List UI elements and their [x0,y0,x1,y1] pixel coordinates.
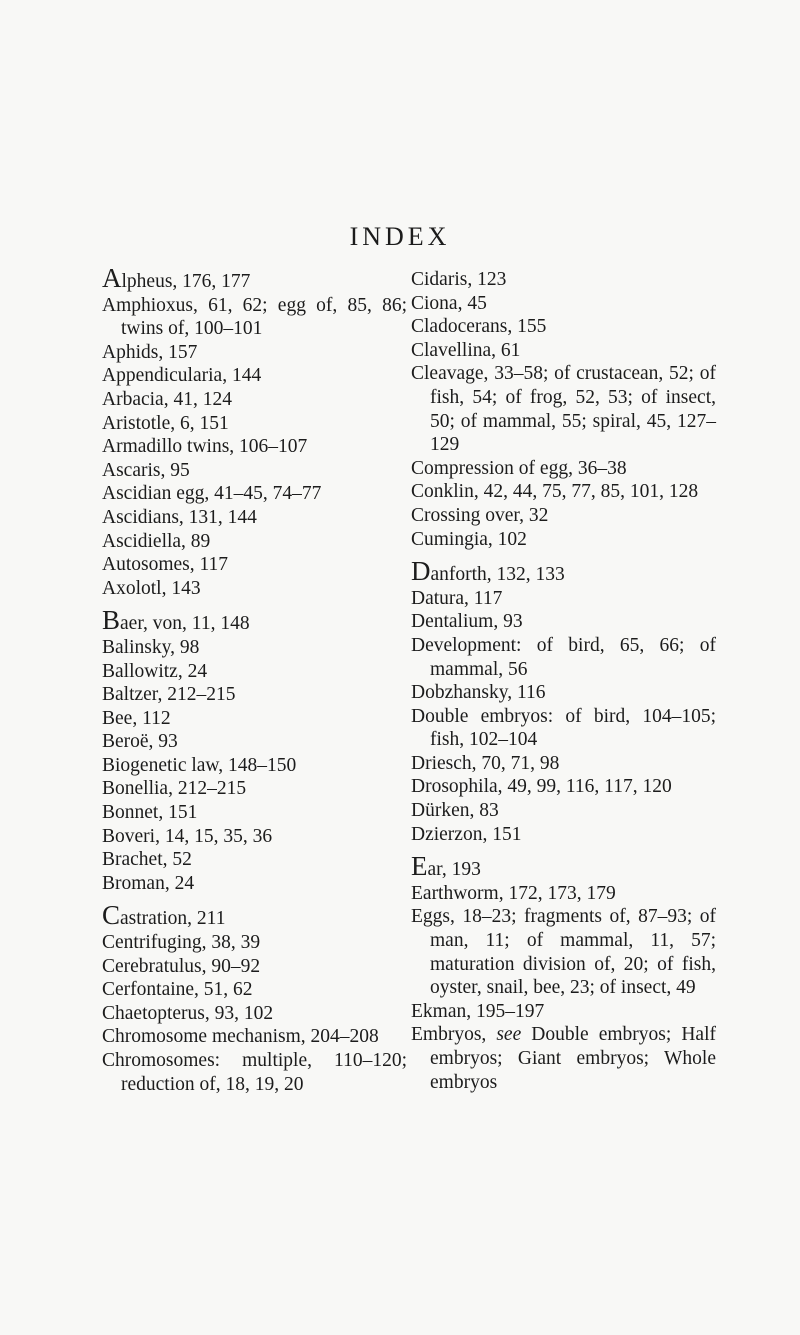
index-entry: Ascidiella, 89 [102,530,211,552]
index-entry: Cleavage, 33–58; of crustacean, 52; of fish, 54; of frog, 52, 53; of insect, 50; of mammal, 55; spiral, 45, 127–129 [411,363,716,456]
index-entry: Alpheus, 176, 177 [102,263,251,293]
index-column-right [411,268,716,1094]
section-initial-letter: D [411,556,431,587]
index-entry: Eggs, 18–23; fragments of, 87–93; of man, 11; of mammal, 11, 57; maturation division of, 20; of fish, oyster, snail, bee, 23; of insect, 49 [411,906,716,999]
index-entry: Chaetopterus, 93, 102 [102,1002,274,1024]
index-entry: Datura, 117 [411,587,503,609]
index-entry: Biogenetic law, 148–150 [102,754,297,776]
index-entry: Arbacia, 41, 124 [102,388,232,410]
index-entry: Balinsky, 98 [102,636,200,658]
index-entry: Development: of bird, 65, 66; of mammal, 56 [411,634,716,680]
index-entry: Cumingia, 102 [411,528,527,550]
index-entry: Brachet, 52 [102,849,192,871]
index-entry: Baer, von, 11, 148 [102,605,250,636]
index-entry: Autosomes, 117 [102,554,229,576]
index-entry: Double embryos: of bird, 104–105; fish, 102–104 [411,705,716,751]
index-entry: Ear, 193 [411,851,481,882]
index-entry: Axolotl, 143 [102,577,201,599]
index-entry: Castration, 211 [102,900,226,931]
index-entry: Dobzhansky, 116 [411,682,546,704]
index-entry: Crossing over, 32 [411,504,549,526]
see-reference: see [496,1024,522,1046]
index-entry: Embryos, see Double embryos; Half embryos; Giant embryos; Whole embryos [411,1024,716,1093]
index-entry: Baltzer, 212–215 [102,684,236,706]
section-initial-letter: C [102,900,121,931]
index-entry: Bee, 112 [102,707,171,729]
section-initial-letter: B [102,605,121,636]
index-entry: Dürken, 83 [411,800,499,822]
index-entry: Cerebratulus, 90–92 [102,955,261,977]
index-entry: Broman, 24 [102,872,195,894]
index-entry: Bonellia, 212–215 [102,778,247,800]
index-entry: Earthworm, 172, 173, 179 [411,882,616,904]
section-initial-letter: E [411,851,428,882]
index-entry: Ballowitz, 24 [102,660,208,682]
index-entry: Cidaris, 123 [411,269,507,290]
section-initial-letter: A [102,263,122,293]
index-entry: Ascidians, 131, 144 [102,506,257,528]
index-entry: Dzierzon, 151 [411,823,522,845]
index-entry: Amphioxus, 61, 62; egg of, 85, 86; twins of, 100–101 [102,294,407,340]
index-entry: Conklin, 42, 44, 75, 77, 85, 101, 128 [411,481,699,503]
index-entry: Ciona, 45 [411,292,487,314]
index-entry: Chromosome mechanism, 204–208 [102,1026,379,1048]
index-entry: Clavellina, 61 [411,339,521,361]
index-entry: Ascidian egg, 41–45, 74–77 [102,483,322,505]
index-entry: Driesch, 70, 71, 98 [411,752,560,774]
index-column-left [102,263,407,1096]
index-entry: Ascaris, 95 [102,459,190,481]
index-entry: Cladocerans, 155 [411,316,547,338]
index-entry: Aristotle, 6, 151 [102,412,229,434]
index-entry: Appendicularia, 144 [102,365,262,387]
index-entry: Armadillo twins, 106–107 [102,436,308,458]
index-entry: Aphids, 157 [102,341,198,363]
index-entry: Compression of egg, 36–38 [411,457,627,479]
index-entry: Centrifuging, 38, 39 [102,932,261,954]
index-entry: Drosophila, 49, 99, 116, 117, 120 [411,776,672,798]
index-entry: Chromosomes: multiple, 110–120; reduction of, 18, 19, 20 [102,1050,407,1095]
index-entry: Ekman, 195–197 [411,1000,545,1022]
index-entry: Beroë, 93 [102,731,178,753]
index-entry: Dentalium, 93 [411,611,523,633]
index-entry: Danforth, 132, 133 [411,556,565,587]
page-title: INDEX [349,222,451,251]
index-entry: Bonnet, 151 [102,802,198,824]
index-entry: Cerfontaine, 51, 62 [102,979,253,1001]
index-entry: Boveri, 14, 15, 35, 36 [102,825,273,847]
